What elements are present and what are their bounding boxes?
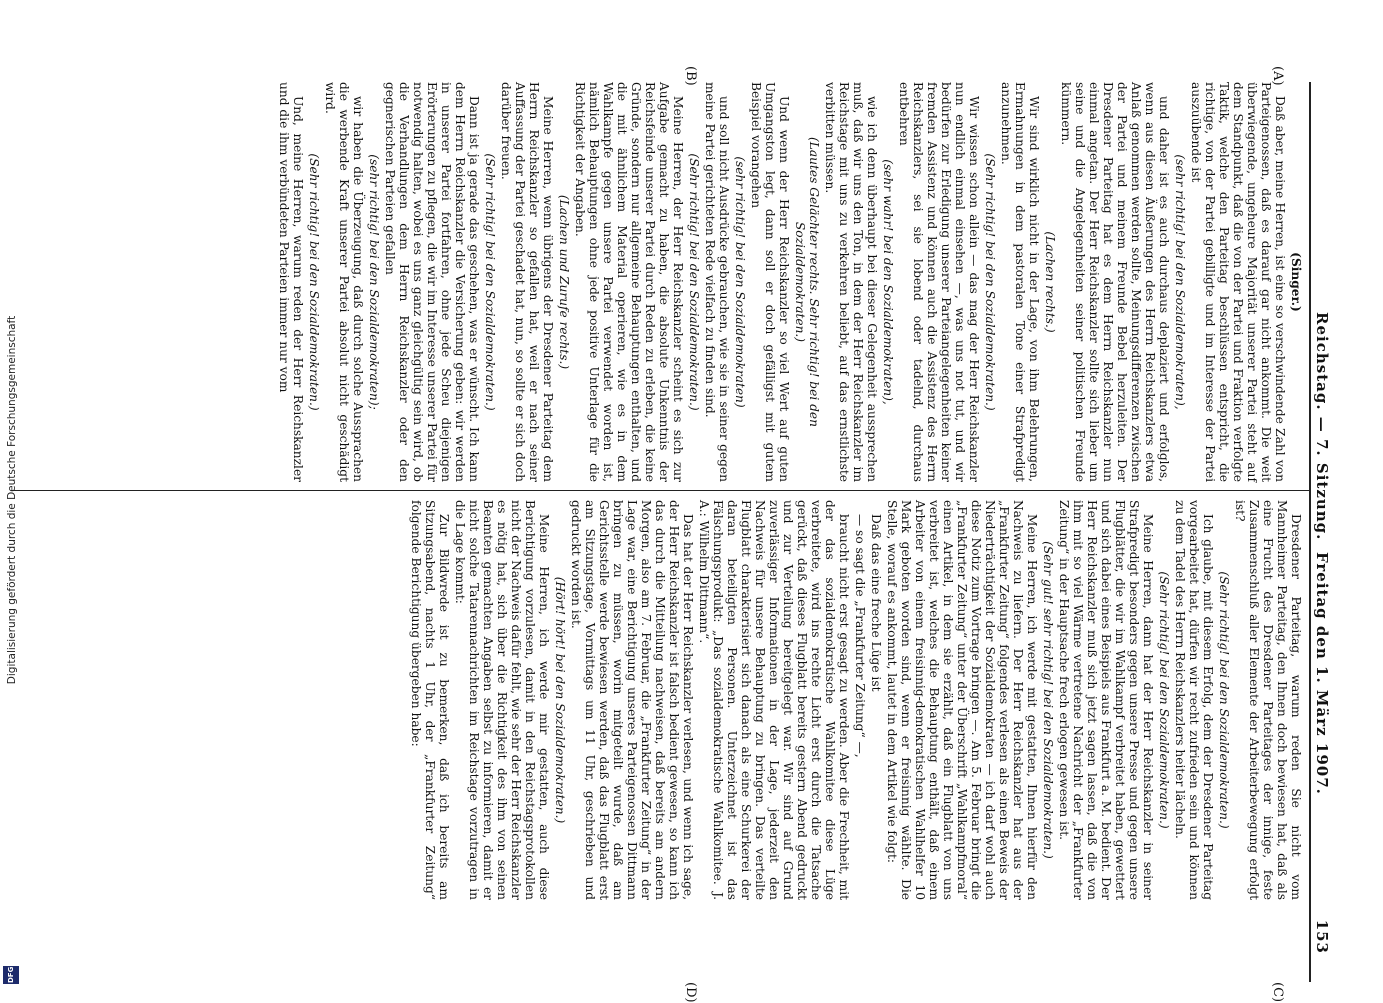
- interjection: (Lachen und Zurufe rechts.): [557, 194, 571, 370]
- header-rule: [1309, 82, 1311, 982]
- interjection: (sehr richtig! bei den Sozialdemokraten): [733, 156, 747, 408]
- paragraph: wie ich denn überhaupt bei dieser Gelegenheit aussprechen muß, daß wir uns den Ton, in dem der Herr Reichskanzler im Reichstage mit uns zu verkehren beliebt, auf das ernstlichste verbitten müssen.: [823, 82, 879, 482]
- paragraph: braucht nicht erst gesagt zu werden. Aber die Frechheit, mit der das sozialdemokratische Wahlkomitee diese Lüge verbreitete, wird ins rechte Licht erst durch die Tatsache gerückt, daß dieses Flugblatt bereits gestern Abend gedruckt und zur Verteilung bereitgelegt war. Wir sind auf Grund zuverlässiger Informationen in der Lage, jederzeit den Nachweis für unsere Behauptung zu bringen. Das verteilte Flugblatt charakterisiert sich danach als eine Schurkerei der daran beteiligten Personen. Unterzeichnet ist das Fälschungsprodukt: „Das sozialdemokratische Wahlkomitee. J. A.: Wilhelm Dittmann“.: [697, 500, 851, 900]
- page-number: 153: [1313, 919, 1331, 954]
- paragraph: Daß aber, meine Herren, ist eine so verschwindende Zahl von Parteigenossen, daß es darauf gar nicht ankommt. Die weit überwiegende, ungeheure Majorität unserer Partei steht auf dem Standpunkt, daß die von der Partei und Fraktion verfolgte Taktik, welche den Parteitag beschlüssen entspricht, die richtige, von der Partei gebilligte und im Interesse der Partei auszuübende ist: [1189, 82, 1287, 482]
- interjection: (Sehr richtig! bei den Sozialdemokraten.): [1157, 571, 1171, 829]
- paragraph: Und wenn der Herr Reichskanzler so viel Wert auf guten Umgangston legt, dann soll er doch gefälligst mit gutem Beispiel vorangehen: [749, 82, 791, 482]
- interjection: (sehr wahr! bei den Sozialdemokraten),: [881, 159, 895, 405]
- paragraph: wir haben die Überzeugung, daß durch solche Aussprachen die werbende Kraft unserer Partei absolut nicht geschädigt wird.: [323, 82, 365, 482]
- paragraph: Ich glaube, mit diesem Erfolg, dem der Dresdener Parteitag vorgearbeitet hat, dürfen wir recht zufrieden sein und können zu dem Tadel des Herrn Reichskanzlers heiter lächeln.: [1173, 500, 1215, 900]
- paragraph: Und, meine Herren, warum reden der Herr Reichskanzler und die ihm verbündeten Parteien immer nur vom: [277, 82, 305, 482]
- margin-marker-d: (D): [683, 982, 698, 1003]
- interjection: (Sehr richtig! bei den Sozialdemokraten.): [1217, 571, 1231, 829]
- left-text-column: [275, 82, 1303, 482]
- interjection: (Lachen rechts.): [1043, 231, 1057, 333]
- paragraph: und daher ist es auch durchaus deplaziert und erfolglos, wenn aus diesen Äußerungen des Herrn Reichskanzlers etwa Anlaß genommen werden sollte, Meinungsdifferenzen zwischen der Partei und meinem Freunde Bebel herzuleiten. Der Dresdener Parteitag hat es dem Herrn Reichskanzler nun einmal angetan. Der Herr Reichskanzler sollte sich lieber um seine und die Angelegenheiten seiner politischen Freunde kümmern.: [1059, 82, 1171, 482]
- paragraph: Das hat der Herr Reichskanzler verlesen, und wenn ich sage, der Herr Reichskanzler ist falsch bedient gewesen, so kann ich das durch die Mitteilung nachweisen, daß bereits am andern Morgen, also am 7. Februar, die „Frankfurter Zeitung“ in der Lage war, eine Berichtigung unseres Parteigenossen Dittmann bringen zu müssen, worin mitgeteilt wurde, daß am Gerichtsstelle werde bewiesen werden, daß das Flugblatt erst am Sitzungstage, Vormittags um 11 Uhr, geschrieben und gedruckt worden ist.: [569, 500, 695, 900]
- digitization-sidebar: [0, 0, 24, 1000]
- paragraph: Meine Herren, ich werde mir gestatten, auch diese Berichtigung vorzulesen, damit in den Reichstagsprotokollen nicht der Nachweis dafür fehlt, wie sehr der Herr Reichskanzler es nötig hat, sich über die Richtigkeit des ihm von seinen Beamten gemachten Angaben selbst zu informieren, damit er nicht solche Tatarennachrichten im Reichstage vorzutragen in die Lage kommt:: [453, 500, 551, 900]
- interjection: (Sehr gut! sehr richtig! bei den Sozialdemokraten.): [1041, 541, 1055, 859]
- paragraph: Wir wissen schon allein — das mag der Herr Reichskanzler nun endlich einmal einsehen —, was uns not tut, und wir bedürfen zur Erledigung unserer Parteiangelegenheiten keiner fremden Assistenz und können auch die Assistenz des Herrn Reichskanzlers, sei sie lobend oder tadelnd, durchaus entbehren: [897, 82, 981, 482]
- paragraph: Daß das eine freche Lüge ist: [869, 514, 883, 692]
- paragraph: Meine Herren, wenn übrigens der Dresdener Parteitag dem Herrn Reichskanzler so gefallen hat, weil er nach seiner Auffassung der Partei geschadet hat, nun, so sollte er sich doch darüber freuen.: [499, 82, 555, 482]
- paragraph: Meine Herren, dann hat der Herr Reichskanzler in seiner Strafpredigt besonders gegen unsere Presse und gegen unsere Flugblätter, die wir im Wahlkampf verbreitet haben, gewettert und sich dabei eines Beispiels aus Frankfurt a. M. bedient. Der Herr Reichskanzler muß sich jetzt sagen lassen, daß die von ihm mit so viel Wärme vertretene Nachricht der „Frankfurter Zeitung“ in der Hauptsache frech erlogen gewesen ist.: [1057, 500, 1155, 900]
- margin-marker-c: (C): [1270, 982, 1285, 1003]
- interjection: (sehr richtig! bei den Sozialdemokraten),: [1173, 154, 1187, 410]
- header-title: Reichstag. — 7. Sitzung.: [1313, 312, 1331, 541]
- interjection: (Sehr richtig! bei den Sozialdemokraten.): [483, 153, 497, 411]
- paragraph: Wir sind wirklich nicht in der Lage, von ihm Belehrungen, Ermahnungen in dem pastoralen Tone einer Strafpredigt anzunehmen.: [999, 82, 1041, 482]
- interjection: (sehr richtig! bei den Sozialdemokraten);: [367, 154, 381, 410]
- paragraph: Meine Herren, ich werde mit gestatten, Ihnen hierfür den Nachweis zu liefern. Der Herr Reichskanzler hat aus der „Frankfurter Zeitung“ folgendes verlesen als einen Beweis der Niederträchtigkeit der Sozialdemokraten — ich darf wohl auch diese Notiz zum Vortrage bringen —. Am 5. Februar bringt die „Frankfurter Zeitung“ unter der Überschrift „Wahlkampfmoral“ einen Artikel, in dem sie erzählt, daß ein Flugblatt von uns verbreitet ist, welches die Behauptung enthält, daß einem Arbeiter von einem freisinnig-demokratischen Wahlhelfer 10 Mark geboten worden sind, wenn er freisinnig wählte. Die Stelle, worauf es ankommt, lautet in dem Artikel wie folgt:: [885, 500, 1039, 900]
- funding-credit: Digitalisierung gefördert durch die Deutsche Forschungsgemeinschaft: [6, 315, 18, 685]
- right-text-column: [407, 500, 1303, 900]
- paragraph: Zur Bildwrede ist zu bemerken, daß ich bereits am Sitzungsabend, nachts 1 Uhr, der „Frankfurter Zeitung“ folgende Berichtigung übergeben habe:: [409, 500, 451, 900]
- dfg-logo-icon: DFG: [3, 966, 19, 984]
- interjection: (Sehr richtig! bei den Sozialdemokraten.): [307, 153, 321, 411]
- interjection: (Hört! hört! bei den Sozialdemokraten.): [553, 576, 567, 824]
- header-date: Freitag den 1. März 1907.: [1313, 552, 1331, 795]
- paragraph: — so sagt die „Frankfurter Zeitung“ —,: [853, 514, 867, 758]
- margin-marker-a: (A): [1270, 66, 1285, 86]
- paragraph: Dresdener Parteitag, warum reden Sie nicht vom Mannheimer Parteitag, den Ihnen doch bewiesen hat, daß als eine Frucht des Dresdener Parteitages der innige, feste Zusammenschluß aller Elemente der Arbeiterbewegung erfolgt ist?: [1233, 500, 1303, 900]
- interjection: (Sehr richtig! bei den Sozialdemokraten.): [983, 153, 997, 411]
- paragraph: und soll nicht Ausdrücke gebrauchen, wie sie in seiner gegen meine Partei gerichteten Rede vielfach zu finden sind.: [703, 82, 731, 482]
- margin-marker-b: (B): [683, 66, 698, 86]
- paragraph: Dann ist ja gerade das geschehen, was er wünscht. Ich kann dem Herrn Reichskanzler die Versicherung geben: wir werden in unserer Partei fortfahren, ohne jede Scheu diejenigen Erörterungen zu pflegen, die wir im Interesse unserer Partei für notwendig halten, wobei es uns ganz gleichgültig sein wird, ob die Verhandlungen dem Herrn Reichskanzler oder den gegnerischen Parteien gefallen: [383, 82, 481, 482]
- interjection: (Lautes Gelächter rechts. Sehr richtig! bei den Sozialdemokraten.): [793, 137, 821, 427]
- interjection: (Sehr richtig! bei den Sozialdemokraten.): [687, 153, 701, 411]
- column-divider: [11, 490, 1311, 491]
- paragraph: Meine Herren, der Herr Reichskanzler scheint es sich zur Aufgabe gemacht zu haben, die absolute Unkenntnis der Reichsfeinde unserer Partei durch Reden zu erleben, die keine Gründe, sondern nur allgemeine Behauptungen enthalten, und die mit ähnlichem Material operieren, wie es in dem Wahlkampfe gegen unsere Partei verwendet worden ist, nämlich Behauptungen ohne jede positive Unterlage für die Richtigkeit der Angaben.: [573, 82, 685, 482]
- speaker-name: (Singer.): [1289, 252, 1303, 312]
